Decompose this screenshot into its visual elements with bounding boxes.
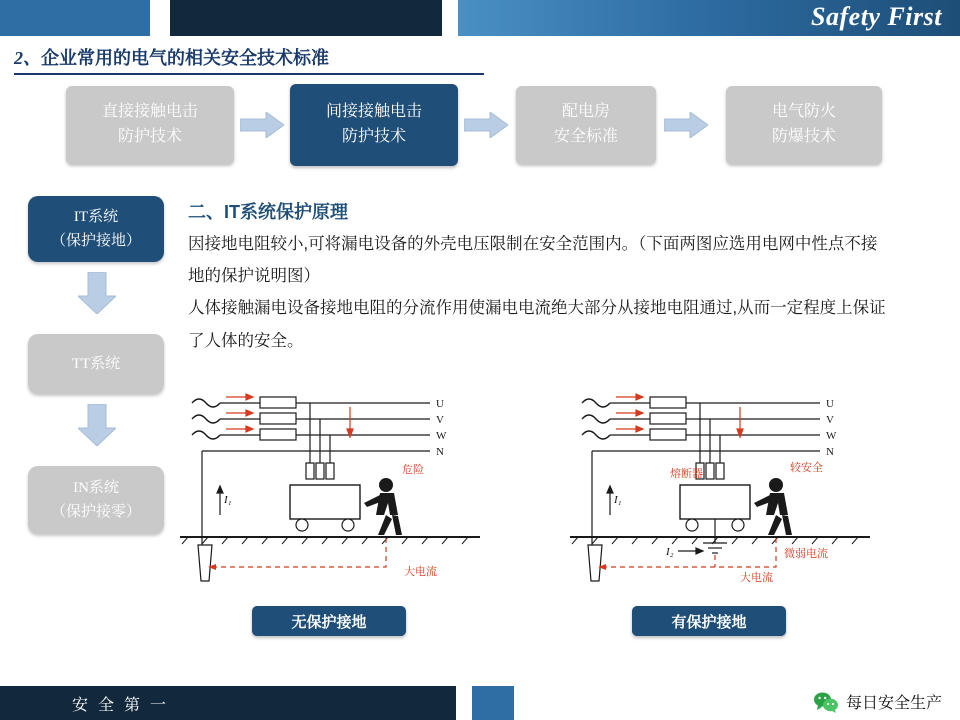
flow-step-3-line2: 安全标准 bbox=[553, 128, 618, 145]
svg-text:N: N bbox=[826, 446, 834, 458]
flow-step-2-line2: 防护技术 bbox=[341, 128, 406, 145]
bottom-gap bbox=[456, 686, 472, 720]
arrow-right-icon bbox=[240, 112, 284, 138]
bottom-segment-accent bbox=[472, 686, 514, 720]
svg-text:V: V bbox=[436, 414, 444, 426]
flow-step-2[interactable] bbox=[290, 84, 458, 166]
arrow-right-icon bbox=[464, 112, 508, 138]
svg-text:较安全: 较安全 bbox=[790, 462, 823, 474]
flow-step-1[interactable] bbox=[66, 86, 234, 164]
arrow-right-icon bbox=[664, 112, 708, 138]
section-title: 企业常用的电气的相关安全技术标准 bbox=[41, 48, 329, 68]
sidebar-item-in-system[interactable] bbox=[28, 466, 164, 534]
flow-step-4-line1: 电气防火 bbox=[771, 103, 836, 121]
flow-step-2-line1: 间接接触电击 bbox=[325, 103, 422, 121]
svg-text:微弱电流: 微弱电流 bbox=[784, 548, 828, 560]
sidebar-item-in-system-line2: （保护接零） bbox=[50, 504, 141, 520]
diagram-with-protective-earth bbox=[570, 385, 880, 605]
svg-text:N: N bbox=[436, 446, 444, 458]
sidebar-item-in-system-line1: IN系统 bbox=[73, 480, 119, 496]
section-number: 2、 bbox=[14, 48, 41, 68]
banner-segment-left bbox=[0, 0, 150, 36]
bottom-segment-dark bbox=[0, 686, 456, 720]
banner-gap-1 bbox=[152, 0, 170, 36]
svg-text:U: U bbox=[436, 398, 444, 410]
sidebar-item-it-system-line2: （保护接地） bbox=[50, 233, 141, 249]
svg-text:W: W bbox=[826, 430, 837, 442]
sidebar-item-it-system-line1: IT系统 bbox=[73, 209, 119, 225]
content-paragraph-2: 人体接触漏电设备接地电阻的分流作用使漏电电流绝大部分从接地电阻通过,从而一定程度上保证了人体的安全。 bbox=[188, 299, 886, 350]
diagram-caption-left: 无保护接地 bbox=[252, 606, 406, 636]
svg-text:I₂: I₂ bbox=[666, 546, 674, 558]
svg-text:大电流: 大电流 bbox=[740, 572, 773, 584]
content-title: 二、IT系统保护原理 bbox=[188, 202, 348, 222]
wechat-icon bbox=[813, 691, 839, 713]
sidebar-item-tt-system[interactable] bbox=[28, 334, 164, 394]
svg-text:U: U bbox=[826, 398, 834, 410]
flow-step-1-line1: 直接接触电击 bbox=[101, 103, 198, 121]
flow-step-4[interactable] bbox=[726, 86, 882, 164]
sidebar-item-tt-system-line1: TT系统 bbox=[71, 356, 121, 372]
flow-step-1-line2: 防护技术 bbox=[117, 128, 182, 145]
banner-segment-dark bbox=[170, 0, 442, 36]
content-body bbox=[188, 228, 888, 357]
wechat-label: 每日安全生产 bbox=[845, 695, 942, 712]
svg-text:I₁: I₁ bbox=[224, 494, 232, 506]
section-heading bbox=[14, 44, 484, 75]
svg-text:W: W bbox=[436, 430, 447, 442]
content-paragraph-1: 因接地电阻较小,可将漏电设备的外壳电压限制在安全范围内。（下面两图应选用电网中性点不接地的保护说明图） bbox=[188, 235, 878, 286]
wechat-credit bbox=[813, 690, 942, 713]
svg-text:危险: 危险 bbox=[402, 464, 424, 476]
svg-text:大电流: 大电流 bbox=[404, 566, 437, 578]
diagram-caption-right: 有保护接地 bbox=[632, 606, 786, 636]
svg-text:V: V bbox=[826, 414, 834, 426]
diagram-no-protective-earth bbox=[180, 385, 490, 605]
arrow-down-icon bbox=[78, 272, 116, 314]
flow-step-3[interactable] bbox=[516, 86, 656, 164]
top-banner bbox=[0, 0, 960, 36]
footer-slogan: 安 全 第 一 bbox=[72, 697, 170, 714]
flow-step-3-line1: 配电房 bbox=[561, 103, 610, 121]
flow-step-4-line2: 防爆技术 bbox=[771, 128, 836, 145]
svg-text:熔断器: 熔断器 bbox=[670, 468, 703, 480]
svg-text:I₁: I₁ bbox=[614, 494, 622, 506]
sidebar-item-it-system[interactable] bbox=[28, 196, 164, 262]
banner-gap-2 bbox=[442, 0, 458, 36]
arrow-down-icon bbox=[78, 404, 116, 446]
banner-title: Safety First bbox=[811, 2, 942, 31]
